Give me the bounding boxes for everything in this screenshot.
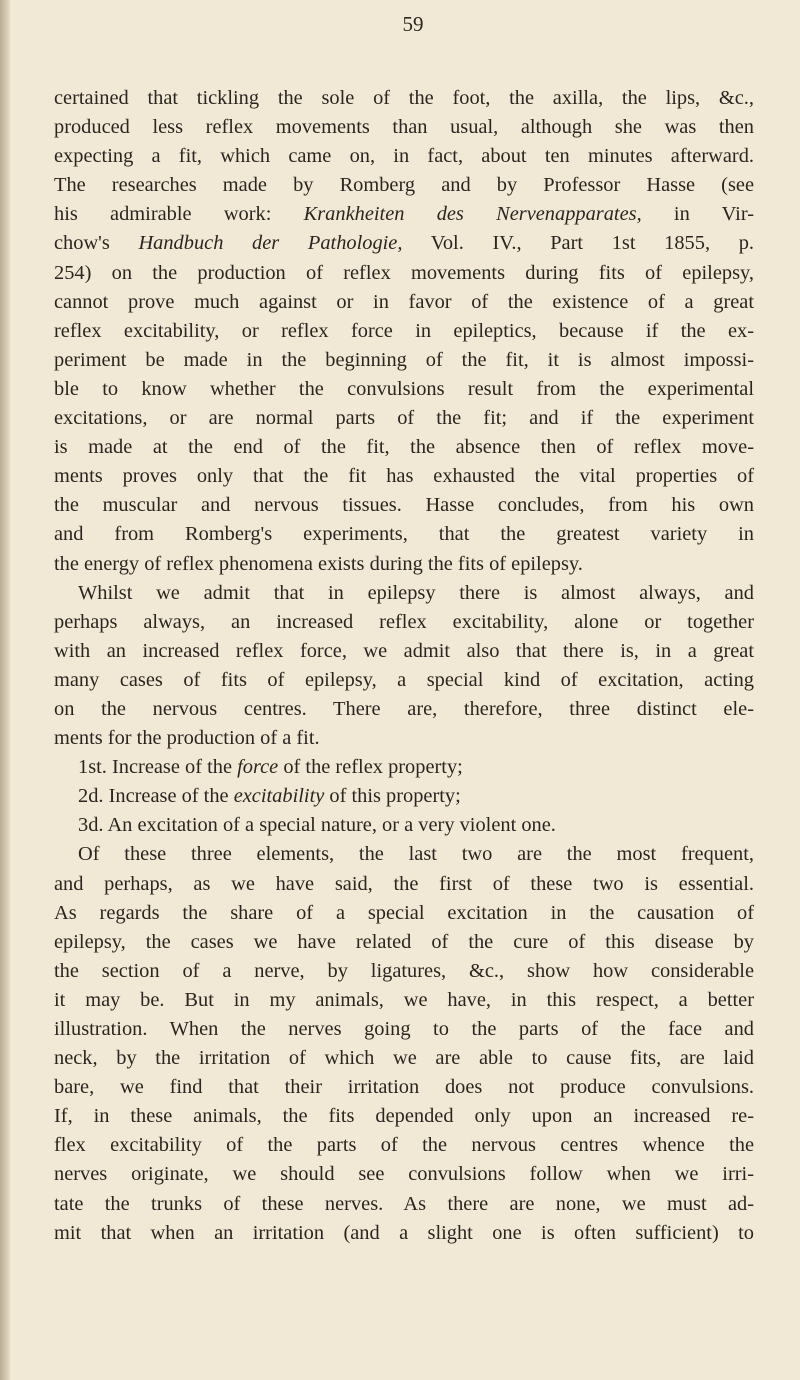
text-segment: excitations, or are normal parts of the fit; and if the experiment <box>54 407 754 430</box>
text-segment: illustration. When the nerves going to the parts of the face and <box>54 1018 754 1040</box>
text-line <box>54 957 754 986</box>
italic-text: excitability <box>233 785 325 808</box>
text-segment: tate the trunks of these nerves. As there are none, we must ad- <box>54 1192 754 1215</box>
text-segment: reflex excitability, or reflex force in epileptics, because if the ex- <box>54 319 754 342</box>
text-segment: 3d. An excitation of a special nature, or a very violent one. <box>78 814 556 837</box>
body-text <box>54 84 754 1248</box>
text-segment: cannot prove much against or in favor of the existence of a great <box>54 290 754 313</box>
text-segment: with an increased reflex force, we admit also that there is, in a great <box>54 639 754 662</box>
text-segment: Of these three elements, the last two are the most frequent, <box>78 843 754 866</box>
text-segment: neck, by the irritation of which we are able to cause fits, are laid <box>54 1047 754 1070</box>
text-line <box>54 1073 754 1102</box>
text-segment: expecting a fit, which came on, in fact, about ten minutes afterward. <box>54 145 754 168</box>
text-line <box>54 666 754 695</box>
text-segment: flex excitability of the parts of the nervous centres whence the <box>54 1134 754 1157</box>
text-segment: produced less reflex movements than usual, although she was then <box>54 116 754 139</box>
text-segment: in Vir- <box>641 203 755 226</box>
text-segment: 2d. Increase of the <box>78 785 234 808</box>
text-line <box>54 753 754 782</box>
text-segment: 254) on the production of reflex movements during fits of epilepsy, <box>54 261 754 284</box>
text-segment: chow's <box>54 232 139 255</box>
text-segment: many cases of fits of epilepsy, a special kind of excitation, acting <box>54 668 754 691</box>
text-line <box>54 142 754 171</box>
text-segment: mit that when an irritation (and a slight one is often sufficient) to <box>54 1221 754 1244</box>
text-line <box>54 462 754 491</box>
text-line <box>54 550 754 579</box>
text-line <box>54 200 754 229</box>
text-line <box>54 1044 754 1073</box>
text-line <box>54 1102 754 1131</box>
text-line <box>54 259 754 288</box>
italic-text: Krankheiten des Nervenapparates, <box>303 203 642 226</box>
page-binding-edge <box>0 0 10 1380</box>
text-segment: is made at the end of the fit, the absence then of reflex move- <box>54 436 754 459</box>
text-segment: on the nervous centres. There are, therefore, three distinct ele- <box>54 697 754 720</box>
text-line <box>54 840 754 869</box>
page-number: 59 <box>402 12 424 36</box>
text-segment: ments proves only that the fit has exhausted the vital properties of <box>54 465 754 488</box>
text-line <box>54 433 754 462</box>
text-line <box>54 404 754 433</box>
text-segment: the energy of reflex phenomena exists during the fits of epilepsy. <box>54 552 583 575</box>
text-segment: it may be. But in my animals, we have, in this respect, a better <box>54 988 754 1011</box>
italic-text: Handbuch der Pathologie, <box>138 232 403 255</box>
text-line <box>54 695 754 724</box>
text-segment: epilepsy, the cases we have related of the cure of this disease by <box>54 930 754 953</box>
text-line <box>54 491 754 520</box>
text-line <box>54 724 754 753</box>
text-segment: ble to know whether the convulsions result from the experimental <box>54 377 754 400</box>
text-segment: of the reflex property; <box>278 756 463 779</box>
italic-text: force <box>237 756 279 779</box>
text-segment: the section of a nerve, by ligatures, &c., show how considerable <box>54 959 754 982</box>
text-line <box>54 608 754 637</box>
text-segment: ments for the production of a fit. <box>54 727 320 750</box>
text-segment: Whilst we admit that in epilepsy there is almost always, and <box>78 581 754 604</box>
text-segment: certained that tickling the sole of the foot, the axilla, the lips, &c., <box>54 87 754 109</box>
text-segment: and from Romberg's experiments, that the greatest variety in <box>54 523 754 546</box>
text-line <box>54 928 754 957</box>
text-line <box>54 229 754 258</box>
text-line <box>54 899 754 928</box>
text-line <box>54 1160 754 1189</box>
text-segment: If, in these animals, the fits depended only upon an increased re- <box>54 1105 754 1128</box>
text-line <box>54 782 754 811</box>
text-line <box>54 1131 754 1160</box>
text-segment: his admirable work: <box>54 203 304 226</box>
text-segment: Vol. IV., Part 1st 1855, p. <box>402 232 754 255</box>
text-line <box>54 375 754 404</box>
text-segment: As regards the share of a special excitation in the causation of <box>54 901 754 924</box>
text-line <box>54 288 754 317</box>
text-line <box>54 317 754 346</box>
text-segment: The researches made by Romberg and by Professor Hasse (see <box>54 174 754 197</box>
text-line <box>54 346 754 375</box>
text-segment: perhaps always, an increased reflex excitability, alone or together <box>54 610 754 633</box>
text-segment: periment be made in the beginning of the fit, it is almost impossi- <box>54 348 754 371</box>
text-line <box>54 870 754 899</box>
text-line <box>54 637 754 666</box>
text-line <box>54 171 754 200</box>
text-line <box>54 1015 754 1044</box>
text-segment: nerves originate, we should see convulsions follow when we irri- <box>54 1163 754 1186</box>
text-line <box>54 811 754 840</box>
text-segment: of this property; <box>324 785 461 808</box>
text-segment: and perhaps, as we have said, the first of these two is essential. <box>54 872 754 895</box>
text-segment: 1st. Increase of the <box>78 756 238 779</box>
text-line <box>54 986 754 1015</box>
text-line <box>54 113 754 142</box>
text-segment: the muscular and nervous tissues. Hasse concludes, from his own <box>54 494 754 517</box>
text-line <box>54 1219 754 1248</box>
text-line <box>54 520 754 549</box>
text-line <box>54 579 754 608</box>
text-line <box>54 84 754 113</box>
text-segment: bare, we find that their irritation does not produce convulsions. <box>54 1076 754 1099</box>
text-line <box>54 1190 754 1219</box>
